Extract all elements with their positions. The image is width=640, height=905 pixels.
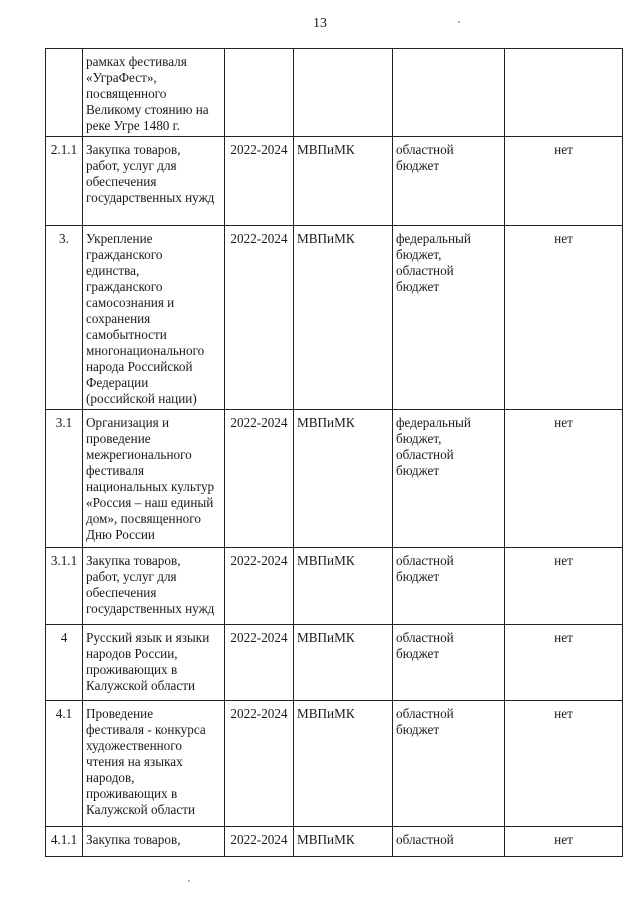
funding-source-line: федеральный	[396, 415, 471, 430]
table-row	[46, 226, 623, 410]
funding-source-line: областной	[396, 706, 454, 721]
table-row	[46, 137, 623, 226]
note-cell	[505, 49, 623, 137]
event-name-line: фестиваля	[86, 463, 145, 478]
funding-source-cell	[393, 625, 505, 701]
row-number-cell: 3.1.1	[46, 548, 83, 625]
executor-cell: МВПиМК	[294, 827, 393, 857]
event-name-cell	[83, 548, 225, 625]
note-cell: нет	[505, 548, 623, 625]
table-row	[46, 548, 623, 625]
period-cell: 2022-2024	[225, 226, 294, 410]
event-name-cell	[83, 49, 225, 137]
funding-source-line: бюджет	[396, 722, 440, 737]
funding-source-cell	[393, 137, 505, 226]
note-cell: нет	[505, 625, 623, 701]
period-cell: 2022-2024	[225, 137, 294, 226]
event-name-line: Закупка товаров,	[86, 553, 181, 568]
event-name-line: Закупка товаров,	[86, 832, 181, 847]
funding-source-cell	[393, 49, 505, 137]
note-cell: нет	[505, 137, 623, 226]
executor-cell	[294, 49, 393, 137]
event-name-line: Калужской области	[86, 802, 196, 817]
event-name-line: народов России,	[86, 646, 178, 661]
event-name-line: рамках фестиваля	[86, 54, 187, 69]
period-cell: 2022-2024	[225, 827, 294, 857]
event-name-line: Русский язык и языки	[86, 630, 210, 645]
row-number-cell	[46, 49, 83, 137]
event-name-line: обеспечения	[86, 174, 157, 189]
table-row	[46, 701, 623, 827]
executor-cell: МВПиМК	[294, 226, 393, 410]
funding-source-line: областной	[396, 630, 454, 645]
funding-source-line: бюджет,	[396, 247, 442, 262]
event-name-line: «Россия – наш единый	[86, 495, 214, 510]
row-number-cell: 4.1	[46, 701, 83, 827]
executor-cell: МВПиМК	[294, 701, 393, 827]
event-name-line: Калужской области	[86, 678, 196, 693]
executor-cell: МВПиМК	[294, 625, 393, 701]
event-name-cell	[83, 625, 225, 701]
event-name-line: самосознания и	[86, 295, 175, 310]
period-cell: 2022-2024	[225, 625, 294, 701]
funding-source-line: федеральный	[396, 231, 471, 246]
event-name-cell	[83, 701, 225, 827]
funding-source-cell	[393, 827, 505, 857]
funding-source-line: областной	[396, 447, 454, 462]
event-name-line: проживающих в	[86, 786, 178, 801]
note-cell: нет	[505, 827, 623, 857]
period-cell: 2022-2024	[225, 410, 294, 548]
event-name-line: сохранения	[86, 311, 151, 326]
event-name-line: чтения на языках	[86, 754, 183, 769]
event-name-cell	[83, 226, 225, 410]
event-name-line: (российской нации)	[86, 391, 197, 406]
event-name-line: Дню России	[86, 527, 155, 542]
event-name-line: реке Угре 1480 г.	[86, 118, 180, 133]
table-row	[46, 49, 623, 137]
funding-source-line: областной	[396, 263, 454, 278]
event-name-line: дом», посвященного	[86, 511, 201, 526]
event-name-line: проведение	[86, 431, 151, 446]
event-name-line: проживающих в	[86, 662, 178, 677]
event-name-line: Федерации	[86, 375, 149, 390]
executor-cell: МВПиМК	[294, 137, 393, 226]
event-name-line: Организация и	[86, 415, 170, 430]
funding-source-line: областной	[396, 553, 454, 568]
event-name-line: посвященного	[86, 86, 167, 101]
event-name-line: обеспечения	[86, 585, 157, 600]
event-name-cell	[83, 410, 225, 548]
event-name-line: межрегионального	[86, 447, 192, 462]
funding-source-line: бюджет	[396, 646, 440, 661]
event-name-line: национальных культур	[86, 479, 215, 494]
event-name-line: работ, услуг для	[86, 158, 177, 173]
program-table	[45, 48, 623, 857]
note-cell: нет	[505, 410, 623, 548]
page-number: 13	[313, 16, 327, 31]
event-name-line: Закупка товаров,	[86, 142, 181, 157]
funding-source-line: бюджет	[396, 569, 440, 584]
funding-source-line: областной	[396, 832, 454, 847]
row-number-cell: 2.1.1	[46, 137, 83, 226]
scan-speck	[458, 21, 460, 23]
event-name-line: художественного	[86, 738, 182, 753]
table-row	[46, 410, 623, 548]
period-cell: 2022-2024	[225, 548, 294, 625]
funding-source-cell	[393, 226, 505, 410]
executor-cell: МВПиМК	[294, 410, 393, 548]
note-cell: нет	[505, 226, 623, 410]
funding-source-cell	[393, 548, 505, 625]
event-name-cell	[83, 827, 225, 857]
event-name-line: фестиваля - конкурса	[86, 722, 206, 737]
funding-source-cell	[393, 701, 505, 827]
row-number-cell: 3.	[46, 226, 83, 410]
funding-source-line: бюджет	[396, 279, 440, 294]
row-number-cell: 4	[46, 625, 83, 701]
event-name-line: Укрепление	[86, 231, 153, 246]
period-cell: 2022-2024	[225, 701, 294, 827]
event-name-line: народа Российской	[86, 359, 193, 374]
event-name-line: народов,	[86, 770, 135, 785]
table-row	[46, 625, 623, 701]
event-name-line: многонационального	[86, 343, 205, 358]
executor-cell: МВПиМК	[294, 548, 393, 625]
event-name-line: «УграФест»,	[86, 70, 157, 85]
funding-source-line: областной	[396, 142, 454, 157]
event-name-line: гражданского	[86, 279, 163, 294]
event-name-line: работ, услуг для	[86, 569, 177, 584]
note-cell: нет	[505, 701, 623, 827]
event-name-line: Великому стоянию на	[86, 102, 209, 117]
scan-speck	[188, 880, 190, 882]
row-number-cell: 3.1	[46, 410, 83, 548]
event-name-line: самобытности	[86, 327, 167, 342]
event-name-line: Проведение	[86, 706, 154, 721]
row-number-cell: 4.1.1	[46, 827, 83, 857]
funding-source-line: бюджет,	[396, 431, 442, 446]
funding-source-cell	[393, 410, 505, 548]
table-row	[46, 827, 623, 857]
event-name-line: государственных нужд	[86, 190, 215, 205]
event-name-line: гражданского	[86, 247, 163, 262]
event-name-line: государственных нужд	[86, 601, 215, 616]
period-cell	[225, 49, 294, 137]
funding-source-line: бюджет	[396, 158, 440, 173]
event-name-line: единства,	[86, 263, 140, 278]
event-name-cell	[83, 137, 225, 226]
funding-source-line: бюджет	[396, 463, 440, 478]
